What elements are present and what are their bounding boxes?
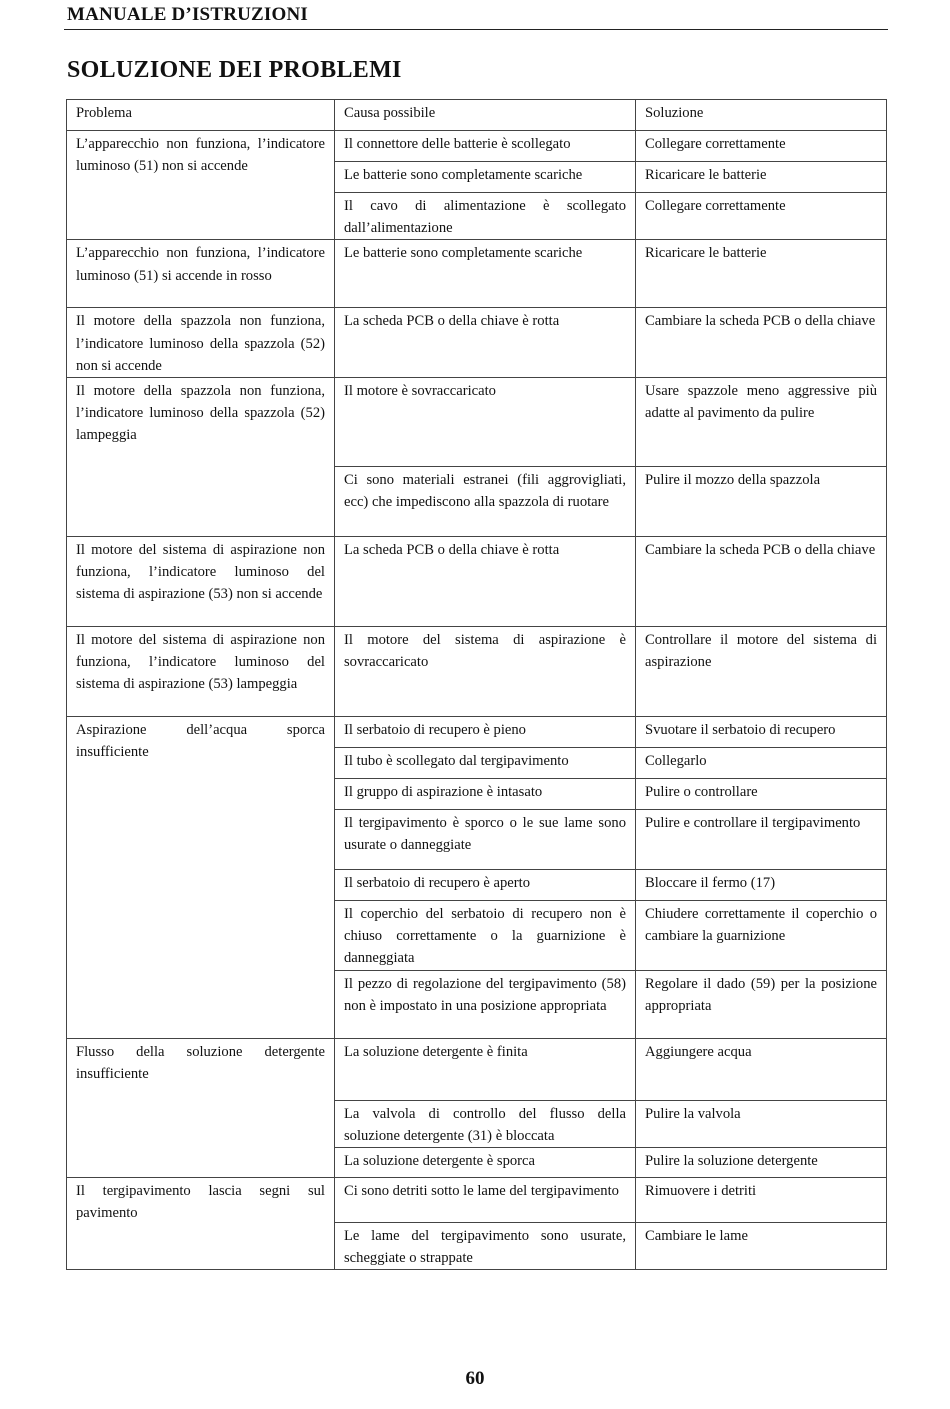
cause-cell: La soluzione detergente è finita (335, 1038, 636, 1100)
solution-cell: Bloccare il fermo (17) (636, 870, 887, 901)
table-row (67, 378, 887, 467)
solution-cell: Collegarlo (636, 748, 887, 779)
cause-cell: Ci sono materiali estranei (fili aggrovigliati, ecc) che impediscono alla spazzola di ruotare (335, 467, 636, 537)
page-number: 60 (465, 1368, 485, 1389)
table-row (67, 131, 887, 162)
table-row (67, 537, 887, 627)
cause-cell: Il tubo è scollegato dal tergipavimento (335, 748, 636, 779)
manual-header-title: MANUALE D’ISTRUZIONI (67, 4, 308, 25)
solution-cell: Cambiare la scheda PCB o della chiave (636, 308, 887, 378)
cause-cell: Il cavo di alimentazione è scollegato dall’alimentazione (335, 193, 636, 240)
cause-cell: Il pezzo di regolazione del tergipavimento (58) non è impostato in una posizione appropriata (335, 970, 636, 1038)
solution-cell: Pulire la valvola (636, 1100, 887, 1147)
solution-cell: Svuotare il serbatoio di recupero (636, 717, 887, 748)
solution-cell: Collegare correttamente (636, 193, 887, 240)
troubleshooting-table (66, 99, 887, 1270)
cause-cell: Il motore del sistema di aspirazione è sovraccaricato (335, 627, 636, 717)
problem-cell: Il motore della spazzola non funziona, l’indicatore luminoso della spazzola (52) non si accende (67, 308, 335, 378)
solution-cell: Cambiare le lame (636, 1223, 887, 1270)
solution-cell: Chiudere correttamente il coperchio o cambiare la guarnizione (636, 901, 887, 971)
cause-cell: La valvola di controllo del flusso della soluzione detergente (31) è bloccata (335, 1100, 636, 1147)
solution-cell: Ricaricare le batterie (636, 240, 887, 308)
solution-cell: Pulire la soluzione detergente (636, 1148, 887, 1178)
problem-cell: Il motore della spazzola non funziona, l’indicatore luminoso della spazzola (52) lampeggia (67, 378, 335, 537)
problem-cell: Il tergipavimento lascia segni sul pavimento (67, 1178, 335, 1270)
cause-cell: La scheda PCB o della chiave è rotta (335, 308, 636, 378)
problem-cell: Il motore del sistema di aspirazione non funziona, l’indicatore luminoso del sistema di aspirazione (53) lampeggia (67, 627, 335, 717)
cause-cell: Il tergipavimento è sporco o le sue lame sono usurate o danneggiate (335, 810, 636, 870)
cause-cell: Il serbatoio di recupero è pieno (335, 717, 636, 748)
problem-cell: Flusso della soluzione detergente insufficiente (67, 1038, 335, 1177)
column-header-cause: Causa possibile (335, 100, 636, 131)
table-row (67, 627, 887, 717)
cause-cell: La soluzione detergente è sporca (335, 1148, 636, 1178)
table-header-row (67, 100, 887, 131)
solution-cell: Controllare il motore del sistema di aspirazione (636, 627, 887, 717)
problem-cell: Il motore del sistema di aspirazione non funziona, l’indicatore luminoso del sistema di aspirazione (53) non si accende (67, 537, 335, 627)
cause-cell: Il connettore delle batterie è scollegato (335, 131, 636, 162)
solution-cell: Pulire il mozzo della spazzola (636, 467, 887, 537)
solution-cell: Aggiungere acqua (636, 1038, 887, 1100)
cause-cell: Le batterie sono completamente scariche (335, 240, 636, 308)
table-row (67, 240, 887, 308)
column-header-problem: Problema (67, 100, 335, 131)
cause-cell: Ci sono detriti sotto le lame del tergipavimento (335, 1178, 636, 1223)
cause-cell: Le batterie sono completamente scariche (335, 162, 636, 193)
section-title: SOLUZIONE DEI PROBLEMI (67, 57, 402, 83)
cause-cell: La scheda PCB o della chiave è rotta (335, 537, 636, 627)
table-row (67, 1178, 887, 1223)
table-row (67, 717, 887, 748)
cause-cell: Le lame del tergipavimento sono usurate, scheggiate o strappate (335, 1223, 636, 1270)
solution-cell: Pulire o controllare (636, 779, 887, 810)
solution-cell: Collegare correttamente (636, 131, 887, 162)
table-row (67, 1038, 887, 1100)
cause-cell: Il serbatoio di recupero è aperto (335, 870, 636, 901)
cause-cell: Il coperchio del serbatoio di recupero non è chiuso correttamente o la guarnizione è danneggiata (335, 901, 636, 971)
solution-cell: Regolare il dado (59) per la posizione appropriata (636, 970, 887, 1038)
solution-cell: Usare spazzole meno aggressive più adatte al pavimento da pulire (636, 378, 887, 467)
solution-cell: Pulire e controllare il tergipavimento (636, 810, 887, 870)
table-row (67, 308, 887, 378)
solution-cell: Cambiare la scheda PCB o della chiave (636, 537, 887, 627)
solution-cell: Rimuovere i detriti (636, 1178, 887, 1223)
problem-cell: Aspirazione dell’acqua sporca insufficiente (67, 717, 335, 1039)
cause-cell: Il motore è sovraccaricato (335, 378, 636, 467)
header-divider (64, 29, 888, 30)
problem-cell: L’apparecchio non funziona, l’indicatore luminoso (51) si accende in rosso (67, 240, 335, 308)
problem-cell: L’apparecchio non funziona, l’indicatore luminoso (51) non si accende (67, 131, 335, 240)
column-header-solution: Soluzione (636, 100, 887, 131)
solution-cell: Ricaricare le batterie (636, 162, 887, 193)
cause-cell: Il gruppo di aspirazione è intasato (335, 779, 636, 810)
